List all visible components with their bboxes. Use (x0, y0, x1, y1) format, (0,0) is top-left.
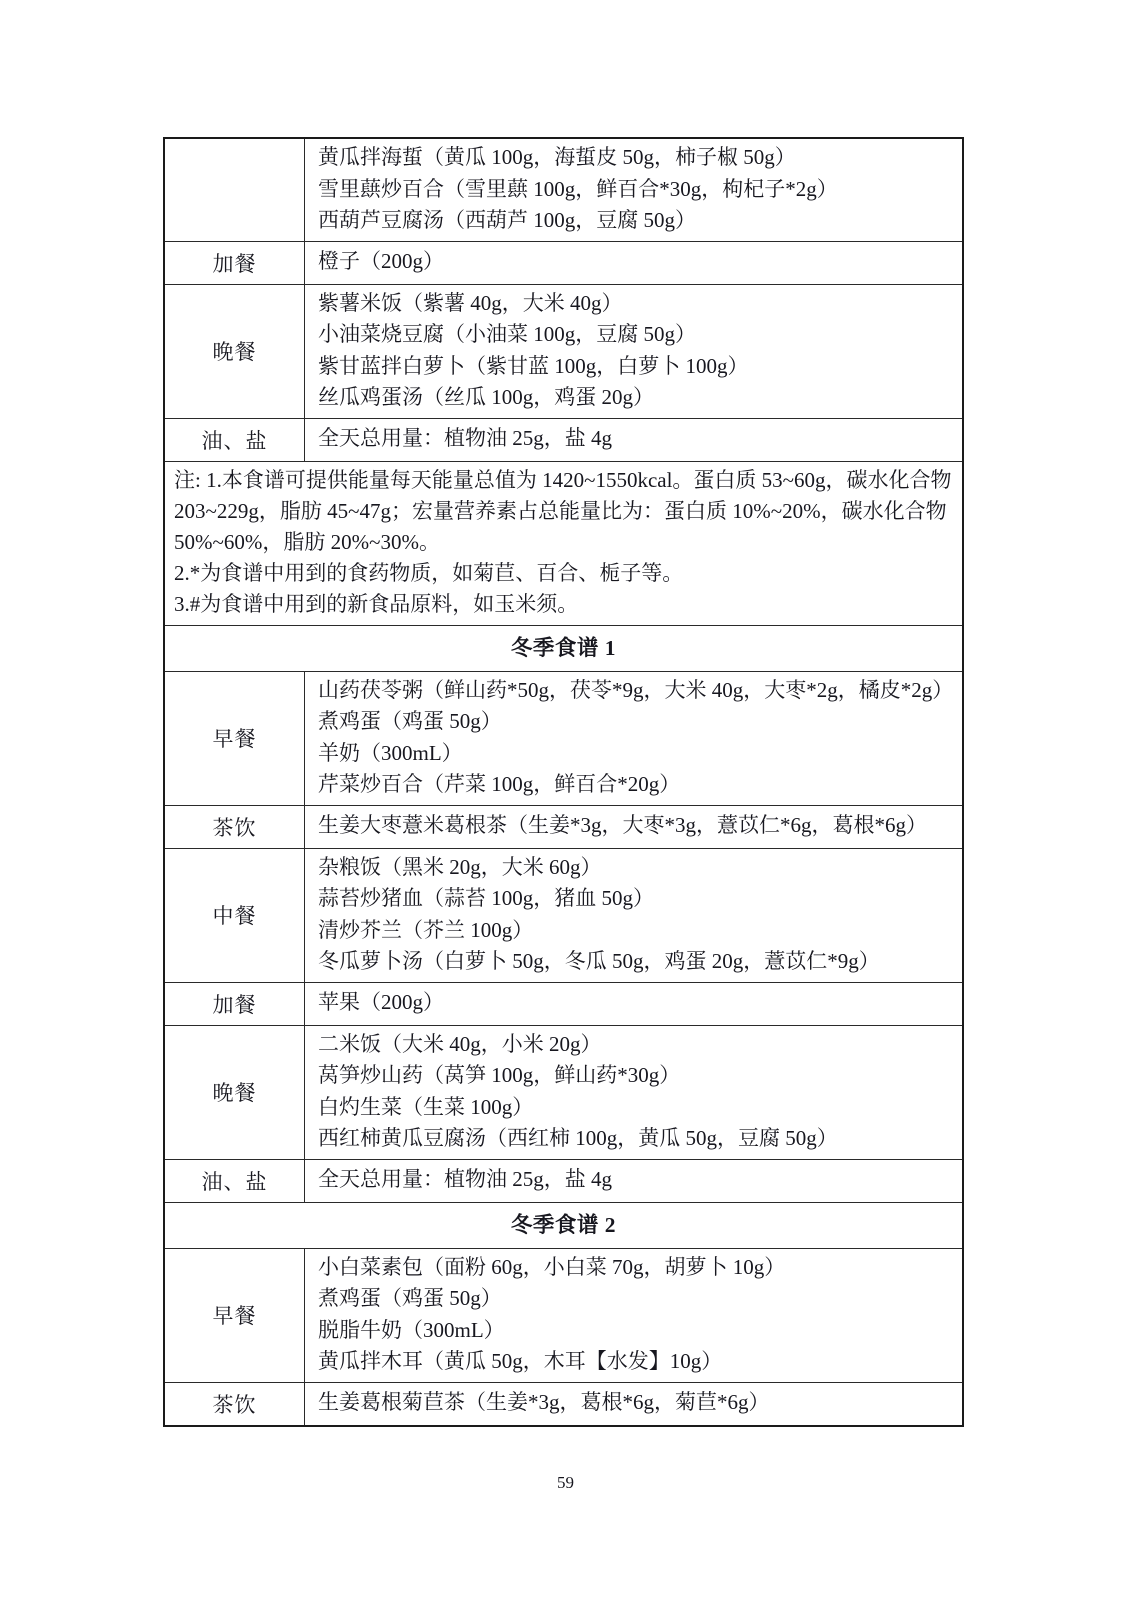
note-line: 2.*为食谱中用到的食药物质，如菊苣、百合、栀子等。 (174, 560, 684, 585)
dish-item: 雪里蕻炒百合（雪里蕻 100g，鲜百合*30g，枸杞子*2g） (318, 176, 838, 201)
dish-item: 蒜苔炒猪血（蒜苔 100g，猪血 50g） (318, 886, 654, 910)
meal-row (165, 418, 962, 461)
meal-row (165, 284, 962, 418)
meal-row (165, 805, 962, 848)
meal-dishes (305, 983, 962, 1025)
dish-item: 黄瓜拌海蜇（黄瓜 100g，海蜇皮 50g，柿子椒 50g） (318, 145, 796, 169)
dish-item: 脱脂牛奶（300mL） (318, 1317, 505, 1342)
note-line: 注: 1.本食谱可提供能量每天能量总值为 1420~1550kcal。蛋白质 53~60g，碳水化合物 203~229g，脂肪 45~47g；宏量营养素占总能量比为：蛋白质 10%~20%，碳水化合物 50%~60%，脂肪 20%~30%。 (174, 467, 952, 554)
meal-row (165, 848, 962, 982)
meal-dishes (305, 1160, 962, 1202)
notes-text (165, 462, 962, 625)
section-title-row (165, 625, 962, 671)
dish-item: 羊奶（300mL） (318, 740, 463, 765)
dish-item: 小油菜烧豆腐（小油菜 100g，豆腐 50g） (318, 322, 696, 346)
meal-dishes (305, 672, 962, 805)
meal-dishes (305, 285, 962, 418)
dish-item: 生姜大枣薏米葛根茶（生姜*3g，大枣*3g，薏苡仁*6g，葛根*6g） (318, 813, 927, 838)
dish-item: 二米饭（大米 40g，小米 20g） (318, 1031, 602, 1056)
meal-row (165, 1159, 962, 1202)
section-title-row (165, 1202, 962, 1248)
meal-label: 晚餐 (165, 285, 305, 418)
dish-item: 杂粮饭（黑米 20g，大米 60g） (318, 854, 602, 879)
meal-dishes (305, 1383, 962, 1425)
page-number: 59 (557, 1473, 574, 1492)
dish-item: 生姜葛根菊苣茶（生姜*3g，葛根*6g，菊苣*6g） (318, 1390, 770, 1415)
dish-item: 清炒芥兰（芥兰 100g） (318, 917, 534, 942)
meal-dishes (305, 1249, 962, 1382)
dish-item: 丝瓜鸡蛋汤（丝瓜 100g，鸡蛋 20g） (318, 385, 654, 409)
meal-dishes (305, 419, 962, 461)
meal-label: 中餐 (165, 849, 305, 982)
meal-label: 早餐 (165, 672, 305, 805)
dish-item: 苹果（200g） (318, 990, 444, 1015)
meal-label: 早餐 (165, 1249, 305, 1382)
meal-row (165, 241, 962, 284)
meal-row (165, 671, 962, 805)
meal-label: 加餐 (165, 242, 305, 284)
meal-dishes (305, 806, 962, 848)
dish-item: 全天总用量：植物油 25g，盐 4g (318, 426, 612, 451)
section-title: 冬季食谱 2 (510, 1212, 617, 1237)
meal-row (165, 139, 962, 241)
dish-item: 全天总用量：植物油 25g，盐 4g (318, 1167, 612, 1192)
meal-label: 油、盐 (165, 1160, 305, 1202)
dish-item: 白灼生菜（生菜 100g） (318, 1094, 534, 1119)
dish-item: 芹菜炒百合（芹菜 100g，鲜百合*20g） (318, 772, 681, 796)
dish-item: 煮鸡蛋（鸡蛋 50g） (318, 709, 502, 733)
note-line: 3.#为食谱中用到的新食品原料，如玉米须。 (174, 591, 579, 616)
meal-label: 茶饮 (165, 806, 305, 848)
dish-item: 小白菜素包（面粉 60g，小白菜 70g，胡萝卜 10g） (318, 1254, 786, 1279)
meal-row (165, 1248, 962, 1382)
dish-item: 西葫芦豆腐汤（西葫芦 100g，豆腐 50g） (318, 208, 696, 232)
meal-label: 油、盐 (165, 419, 305, 461)
meal-row (165, 1382, 962, 1425)
dish-item: 莴笋炒山药（莴笋 100g，鲜山药*30g） (318, 1063, 681, 1087)
dish-item: 紫甘蓝拌白萝卜（紫甘蓝 100g，白萝卜 100g） (318, 353, 749, 378)
meal-row (165, 1025, 962, 1159)
dish-item: 紫薯米饭（紫薯 40g，大米 40g） (318, 290, 623, 315)
dish-item: 橙子（200g） (318, 249, 444, 274)
meal-label (165, 139, 305, 241)
dish-item: 山药茯苓粥（鲜山药*50g，茯苓*9g，大米 40g，大枣*2g，橘皮*2g） (318, 677, 954, 702)
meal-label: 加餐 (165, 983, 305, 1025)
meal-dishes (305, 139, 962, 241)
meal-label: 晚餐 (165, 1026, 305, 1159)
dish-item: 冬瓜萝卜汤（白萝卜 50g，冬瓜 50g，鸡蛋 20g，薏苡仁*9g） (318, 949, 880, 973)
notes-row (165, 461, 962, 625)
meal-label: 茶饮 (165, 1383, 305, 1425)
section-title: 冬季食谱 1 (510, 635, 617, 660)
meal-row (165, 982, 962, 1025)
dish-item: 煮鸡蛋（鸡蛋 50g） (318, 1286, 502, 1310)
meal-dishes (305, 242, 962, 284)
dish-item: 黄瓜拌木耳（黄瓜 50g，木耳【水发】10g） (318, 1349, 723, 1373)
meal-dishes (305, 849, 962, 982)
meal-plan-table (163, 137, 964, 1427)
dish-item: 西红柿黄瓜豆腐汤（西红柿 100g，黄瓜 50g，豆腐 50g） (318, 1126, 838, 1150)
meal-dishes (305, 1026, 962, 1159)
